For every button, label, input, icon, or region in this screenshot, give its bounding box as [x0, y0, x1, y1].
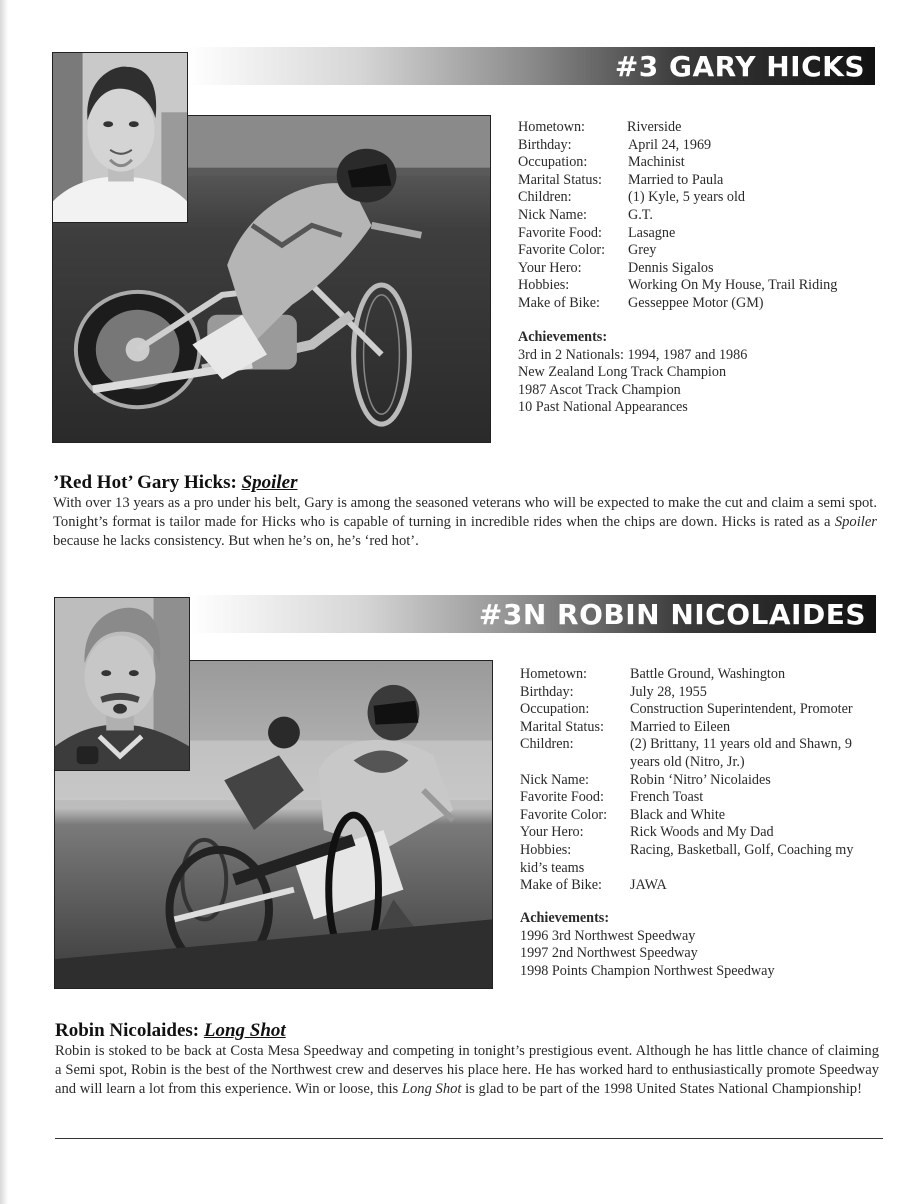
achievements-title: Achievements:: [520, 910, 610, 926]
stat-birthday: [518, 137, 837, 155]
description-text: With over 13 years as a pro under his belt, Gary is among the seasoned veterans who will be expected to make the cut and claim a semi spot. Tonight’s format is tailor made for Hicks who is capable of turning in incredible rides when the chips are down. Hicks is rated as a: [53, 495, 877, 531]
stat-value: Married to Paula: [628, 171, 724, 188]
rider-section-gary-hicks: [0, 0, 917, 580]
achievement-item: New Zealand Long Track Champion: [518, 364, 727, 381]
stat-value: Gesseppee Motor (GM): [628, 294, 764, 311]
stat-label: Make of Bike:: [520, 877, 602, 894]
achievement-item: 10 Past National Appearances: [518, 399, 688, 416]
rider-description: [53, 494, 877, 552]
name-banner: [190, 595, 876, 633]
rider-headline: [53, 472, 298, 494]
stat-label: Favorite Color:: [518, 242, 606, 259]
stat-value: July 28, 1955: [630, 683, 707, 700]
stat-label: Hometown:: [520, 666, 587, 682]
headline-name: Robin Nicolaides:: [55, 1020, 204, 1041]
stat-value: G.T.: [628, 206, 653, 223]
achievement-item: 1987 Ascot Track Champion: [518, 381, 681, 398]
stat-value: April 24, 1969: [628, 136, 712, 153]
stat-label: Children:: [518, 189, 572, 206]
description-text: because he lacks consistency. But when he’s on, he’s ‘red hot’.: [53, 533, 419, 550]
stat-value: Married to Eileen: [630, 718, 731, 735]
stat-children: [518, 189, 837, 207]
stat-label: Favorite Color:: [520, 806, 608, 823]
stat-label: Marital Status:: [520, 718, 604, 735]
headline-rating: Long Shot: [203, 1020, 286, 1041]
stat-hometown: [520, 666, 880, 684]
headline-rating: Spoiler: [241, 472, 298, 493]
stat-value: Working On My House, Trail Riding: [628, 277, 838, 294]
stat-value: (1) Kyle, 5 years old: [628, 189, 746, 206]
stat-your-hero: [518, 260, 837, 278]
stat-occupation: [520, 701, 880, 719]
rider-description: [55, 1042, 879, 1100]
stat-label: Children:: [520, 736, 574, 753]
stat-label: Favorite Food:: [518, 224, 602, 241]
stat-value: Rick Woods and My Dad: [630, 824, 774, 841]
achievement-item: 1998 Points Champion Northwest Speedway: [520, 962, 775, 979]
stat-value: Racing, Basketball, Golf, Coaching my: [630, 841, 854, 858]
portrait-photo: [52, 52, 188, 223]
stat-value: Machinist: [628, 154, 685, 171]
headline-name: ’Red Hot’ Gary Hicks:: [53, 472, 242, 493]
portrait-illustration: [53, 53, 187, 222]
achievement-item: 3rd in 2 Nationals: 1994, 1987 and 1986: [518, 346, 748, 363]
description-rating: Spoiler: [834, 514, 877, 531]
stat-label: Nick Name:: [518, 206, 587, 223]
portrait-illustration: [55, 598, 189, 770]
stat-label: Hobbies:: [520, 841, 572, 858]
rider-stats: [518, 119, 837, 313]
stat-label: Birthday:: [518, 136, 572, 153]
stat-value: Riverside: [627, 119, 682, 135]
stat-hobbies: [520, 842, 880, 860]
stat-hobbies: [518, 277, 837, 295]
stat-occupation: [518, 154, 837, 172]
stat-value: JAWA: [630, 877, 667, 894]
stat-value: Dennis Sigalos: [628, 259, 714, 276]
achievements: [520, 910, 775, 980]
stat-favorite-food: [518, 225, 837, 243]
stat-favorite-color: [518, 242, 837, 260]
stat-value: Robin ‘Nitro’ Nicolaides: [630, 771, 771, 788]
stat-label: Occupation:: [520, 701, 590, 718]
stat-children: [520, 736, 880, 771]
stat-favorite-color: [520, 807, 880, 825]
stat-make-of-bike: [518, 295, 837, 313]
stat-favorite-food: [520, 789, 880, 807]
portrait-photo: [54, 597, 190, 771]
stat-your-hero: [520, 824, 880, 842]
stat-value: Construction Superintendent, Promoter: [630, 701, 853, 718]
achievements: [518, 329, 747, 417]
name-banner: [188, 47, 875, 85]
stat-value: Battle Ground, Washington: [630, 666, 786, 682]
stat-value: Black and White: [630, 806, 726, 823]
rider-stats: [520, 666, 880, 895]
bottom-divider: [55, 1138, 883, 1139]
rider-headline: [55, 1020, 286, 1042]
stat-birthday: [520, 684, 880, 702]
stat-marital-status: [518, 172, 837, 190]
stat-label: Make of Bike:: [518, 294, 600, 311]
achievement-item: 1996 3rd Northwest Speedway: [520, 927, 696, 944]
stat-label: Your Hero:: [518, 259, 582, 276]
stat-label: Marital Status:: [518, 171, 602, 188]
hobbies-overflow: kid’s teams: [520, 859, 585, 876]
rider-section-robin-nicolaides: [0, 580, 917, 1140]
stat-make-of-bike: [520, 877, 880, 895]
stat-label: Hobbies:: [518, 277, 570, 294]
stat-label: Hometown:: [518, 119, 585, 135]
stat-nick-name: [518, 207, 837, 225]
stat-hometown: [518, 119, 837, 137]
stat-value: Lasagne: [628, 224, 676, 241]
stat-label: Birthday:: [520, 683, 574, 700]
banner-title: #3N ROBIN NICOLAIDES: [478, 598, 866, 631]
stat-label: Your Hero:: [520, 824, 584, 841]
stat-marital-status: [520, 719, 880, 737]
stat-label: Favorite Food:: [520, 789, 604, 806]
stat-label: Occupation:: [518, 154, 588, 171]
stat-nick-name: [520, 772, 880, 790]
achievements-title: Achievements:: [518, 329, 608, 345]
stat-value: (2) Brittany, 11 years old and Shawn, 9 years old (Nitro, Jr.): [630, 736, 852, 770]
stat-value: French Toast: [630, 789, 704, 806]
stat-label: Nick Name:: [520, 771, 589, 788]
banner-title: #3 GARY HICKS: [614, 50, 865, 83]
description-rating: Long Shot: [401, 1081, 462, 1098]
stat-value: Grey: [628, 242, 657, 259]
description-text: Robin is stoked to be back at Costa Mesa Speedway and competing in tonight’s prestigious event. Although he has little chance of claiming a Semi spot, Robin is the best of the Northwest crew and deserves his place here. He has worked hard to enthusiastically promote Speedway and will learn a lot from this experience. Win or loose, this: [55, 1043, 879, 1098]
description-text: is glad to be part of the 1998 United States National Championship!: [461, 1081, 862, 1098]
achievement-item: 1997 2nd Northwest Speedway: [520, 945, 698, 962]
